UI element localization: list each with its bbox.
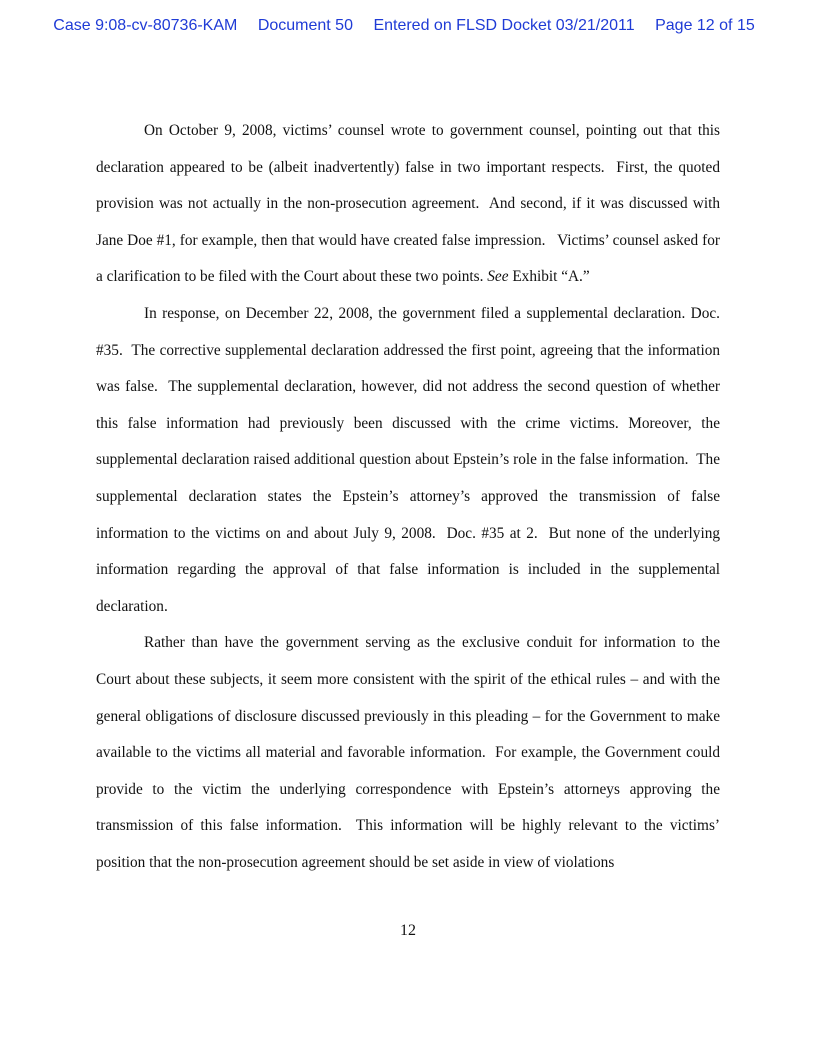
document-number: Document 50: [257, 17, 353, 34]
paragraph-2: In response, on December 22, 2008, the government filed a supplemental declaration. Doc. #35. The corrective supplemental declaration addressed the first point, agreeing that the information was false. The supplemental declaration, however, did not address the second question of whether this false information had previously been discussed with the crime victims. Moreover, the supplemental declaration raised additional question about Epstein’s role in the false information. The supplemental declaration states the Epstein’s attorney’s approved the transmission of false information to the victims on and about July 9, 2008. Doc. #35 at 2. But none of the underlying information regarding the approval of that false information is included in the supplemental declaration.: [96, 304, 720, 615]
document-body: [96, 113, 720, 881]
paragraph-1: [96, 113, 720, 296]
page-count: Page 12 of 15: [655, 17, 755, 34]
page-number: 12: [400, 922, 416, 939]
case-number: Case 9:08-cv-80736-KAM: [53, 17, 238, 34]
exhibit-reference: Exhibit “A.”: [508, 268, 590, 286]
docket-header: [0, 17, 816, 35]
paragraph-3: Rather than have the government serving as the exclusive conduit for information to the Court about these subjects, it seem more consistent with the spirit of the ethical rules – and with the general obligations of disclosure discussed previously in this pleading – for the Government to make available to the victims all material and favorable information. For example, the Government could provide to the victim the underlying correspondence with Epstein’s attorneys approving the transmission of this false information. This information will be highly relevant to the victims’ position that the non-prosecution agreement should be set aside in view of violations: [96, 634, 720, 871]
docket-entry-date: Entered on FLSD Docket 03/21/2011: [373, 17, 635, 34]
see-citation-signal: See: [487, 268, 509, 286]
paragraph-1-text: On October 9, 2008, victims’ counsel wrote to government counsel, pointing out that this declaration appeared to be (albeit inadvertently) false in two important respects. First, the quoted provision was not actually in the non-prosecution agreement. And second, if it was discussed with Jane Doe #1, for example, then that would have created false impression. Victims’ counsel asked for a clarification to be filed with the Court about these two points.: [96, 122, 720, 286]
